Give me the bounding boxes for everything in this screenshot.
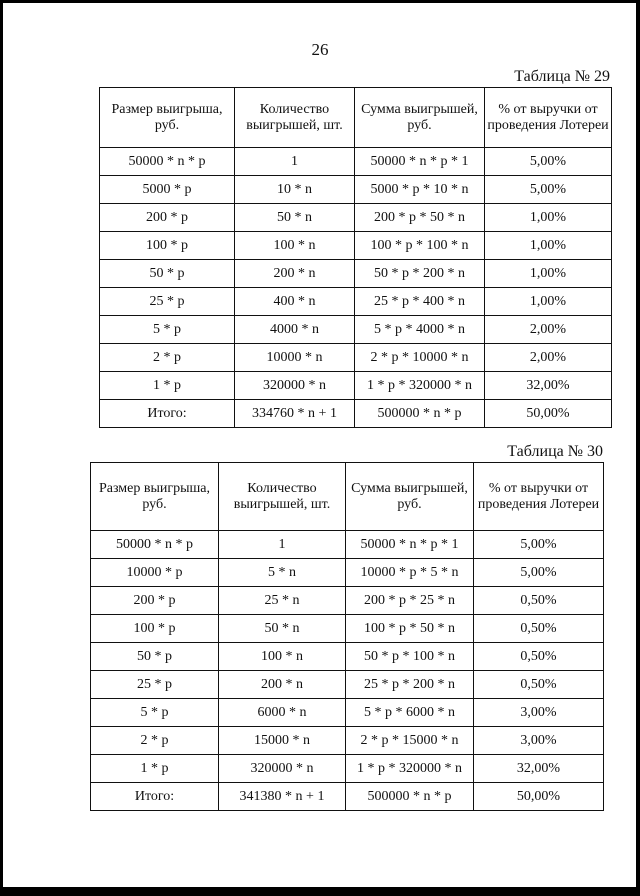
cell-prize-sum: 100 * p * 50 * n — [346, 615, 474, 643]
table-row — [91, 755, 604, 783]
cell-prize-count: 320000 * n — [219, 755, 346, 783]
cell-total-label: Итого: — [100, 400, 235, 428]
header-revenue-percent: % от выручки от проведения Лотереи — [474, 463, 604, 531]
cell-total-count: 341380 * n + 1 — [219, 783, 346, 811]
cell-prize-count: 200 * n — [219, 671, 346, 699]
table-row — [100, 288, 612, 316]
cell-prize-size: 50 * p — [100, 260, 235, 288]
cell-prize-size: 5 * p — [91, 699, 219, 727]
table-total-row — [91, 783, 604, 811]
table-row — [100, 232, 612, 260]
cell-prize-size: 2 * p — [100, 344, 235, 372]
table-row — [100, 176, 612, 204]
cell-prize-sum: 50 * p * 100 * n — [346, 643, 474, 671]
cell-prize-sum: 25 * p * 400 * n — [355, 288, 485, 316]
cell-prize-count: 100 * n — [219, 643, 346, 671]
cell-revenue-percent: 5,00% — [485, 176, 612, 204]
cell-prize-count: 1 — [235, 148, 355, 176]
table-row — [91, 671, 604, 699]
scan-border-right — [636, 0, 640, 896]
cell-prize-sum: 5000 * p * 10 * n — [355, 176, 485, 204]
cell-prize-size: 100 * p — [91, 615, 219, 643]
cell-revenue-percent: 3,00% — [474, 727, 604, 755]
header-revenue-percent: % от выручки от проведения Лотереи — [485, 88, 612, 148]
cell-total-count: 334760 * n + 1 — [235, 400, 355, 428]
cell-total-percent: 50,00% — [474, 783, 604, 811]
cell-prize-sum: 5 * p * 6000 * n — [346, 699, 474, 727]
cell-revenue-percent: 3,00% — [474, 699, 604, 727]
table-row — [100, 316, 612, 344]
cell-prize-sum: 100 * p * 100 * n — [355, 232, 485, 260]
cell-prize-count: 200 * n — [235, 260, 355, 288]
cell-revenue-percent: 5,00% — [474, 559, 604, 587]
header-prize-count: Количество выигрышей, шт. — [219, 463, 346, 531]
table-row — [91, 643, 604, 671]
cell-revenue-percent: 0,50% — [474, 615, 604, 643]
table-caption-30: Таблица № 30 — [507, 443, 603, 460]
cell-prize-sum: 2 * p * 15000 * n — [346, 727, 474, 755]
table-total-row — [100, 400, 612, 428]
cell-prize-count: 10000 * n — [235, 344, 355, 372]
cell-prize-sum: 10000 * p * 5 * n — [346, 559, 474, 587]
cell-revenue-percent: 2,00% — [485, 316, 612, 344]
cell-prize-sum: 50000 * n * p * 1 — [346, 531, 474, 559]
cell-prize-count: 50 * n — [219, 615, 346, 643]
cell-revenue-percent: 0,50% — [474, 587, 604, 615]
header-prize-size: Размер выигрыша, руб. — [91, 463, 219, 531]
cell-prize-count: 15000 * n — [219, 727, 346, 755]
table-header-row — [91, 463, 604, 531]
cell-revenue-percent: 32,00% — [474, 755, 604, 783]
cell-prize-size: 1 * p — [91, 755, 219, 783]
cell-prize-size: 50000 * n * p — [91, 531, 219, 559]
cell-revenue-percent: 0,50% — [474, 643, 604, 671]
cell-revenue-percent: 2,00% — [485, 344, 612, 372]
cell-revenue-percent: 1,00% — [485, 232, 612, 260]
table-row — [91, 699, 604, 727]
header-prize-size: Размер выигрыша, руб. — [100, 88, 235, 148]
cell-prize-size: 100 * p — [100, 232, 235, 260]
cell-prize-size: 200 * p — [91, 587, 219, 615]
cell-prize-sum: 50 * p * 200 * n — [355, 260, 485, 288]
cell-revenue-percent: 5,00% — [474, 531, 604, 559]
cell-prize-count: 25 * n — [219, 587, 346, 615]
table-row — [100, 344, 612, 372]
cell-total-label: Итого: — [91, 783, 219, 811]
lottery-prize-table-30 — [90, 462, 604, 811]
cell-revenue-percent: 1,00% — [485, 204, 612, 232]
cell-revenue-percent: 0,50% — [474, 671, 604, 699]
cell-prize-size: 5000 * p — [100, 176, 235, 204]
cell-prize-sum: 50000 * n * p * 1 — [355, 148, 485, 176]
table-row — [91, 531, 604, 559]
cell-prize-count: 5 * n — [219, 559, 346, 587]
cell-prize-size: 25 * p — [100, 288, 235, 316]
cell-revenue-percent: 1,00% — [485, 260, 612, 288]
cell-prize-count: 10 * n — [235, 176, 355, 204]
cell-prize-count: 320000 * n — [235, 372, 355, 400]
header-prize-sum: Сумма выигрышей, руб. — [355, 88, 485, 148]
page-number: 26 — [311, 40, 329, 59]
cell-prize-sum: 200 * p * 50 * n — [355, 204, 485, 232]
cell-prize-sum: 1 * p * 320000 * n — [346, 755, 474, 783]
table-row — [100, 372, 612, 400]
cell-total-percent: 50,00% — [485, 400, 612, 428]
cell-prize-size: 5 * p — [100, 316, 235, 344]
cell-prize-size: 25 * p — [91, 671, 219, 699]
table-row — [91, 587, 604, 615]
cell-prize-size: 50 * p — [91, 643, 219, 671]
cell-revenue-percent: 5,00% — [485, 148, 612, 176]
table-row — [100, 204, 612, 232]
cell-prize-size: 1 * p — [100, 372, 235, 400]
cell-total-sum: 500000 * n * p — [346, 783, 474, 811]
scan-border-bottom — [0, 887, 640, 896]
cell-revenue-percent: 1,00% — [485, 288, 612, 316]
cell-prize-count: 50 * n — [235, 204, 355, 232]
cell-prize-count: 4000 * n — [235, 316, 355, 344]
cell-prize-size: 10000 * p — [91, 559, 219, 587]
cell-prize-count: 6000 * n — [219, 699, 346, 727]
table-row — [91, 559, 604, 587]
table-row — [100, 260, 612, 288]
cell-prize-sum: 200 * p * 25 * n — [346, 587, 474, 615]
table-row — [91, 615, 604, 643]
header-prize-sum: Сумма выигрышей, руб. — [346, 463, 474, 531]
cell-prize-count: 100 * n — [235, 232, 355, 260]
scan-border-top — [0, 0, 640, 3]
cell-revenue-percent: 32,00% — [485, 372, 612, 400]
lottery-prize-table-29 — [99, 87, 612, 428]
cell-prize-count: 1 — [219, 531, 346, 559]
cell-total-sum: 500000 * n * p — [355, 400, 485, 428]
table-row — [100, 148, 612, 176]
cell-prize-size: 50000 * n * p — [100, 148, 235, 176]
header-prize-count: Количество выигрышей, шт. — [235, 88, 355, 148]
table-row — [91, 727, 604, 755]
scan-border-left — [0, 0, 3, 896]
cell-prize-count: 400 * n — [235, 288, 355, 316]
cell-prize-sum: 1 * p * 320000 * n — [355, 372, 485, 400]
cell-prize-sum: 5 * p * 4000 * n — [355, 316, 485, 344]
cell-prize-size: 2 * p — [91, 727, 219, 755]
cell-prize-sum: 25 * p * 200 * n — [346, 671, 474, 699]
table-caption-29: Таблица № 29 — [514, 68, 610, 85]
table-header-row — [100, 88, 612, 148]
cell-prize-size: 200 * p — [100, 204, 235, 232]
cell-prize-sum: 2 * p * 10000 * n — [355, 344, 485, 372]
